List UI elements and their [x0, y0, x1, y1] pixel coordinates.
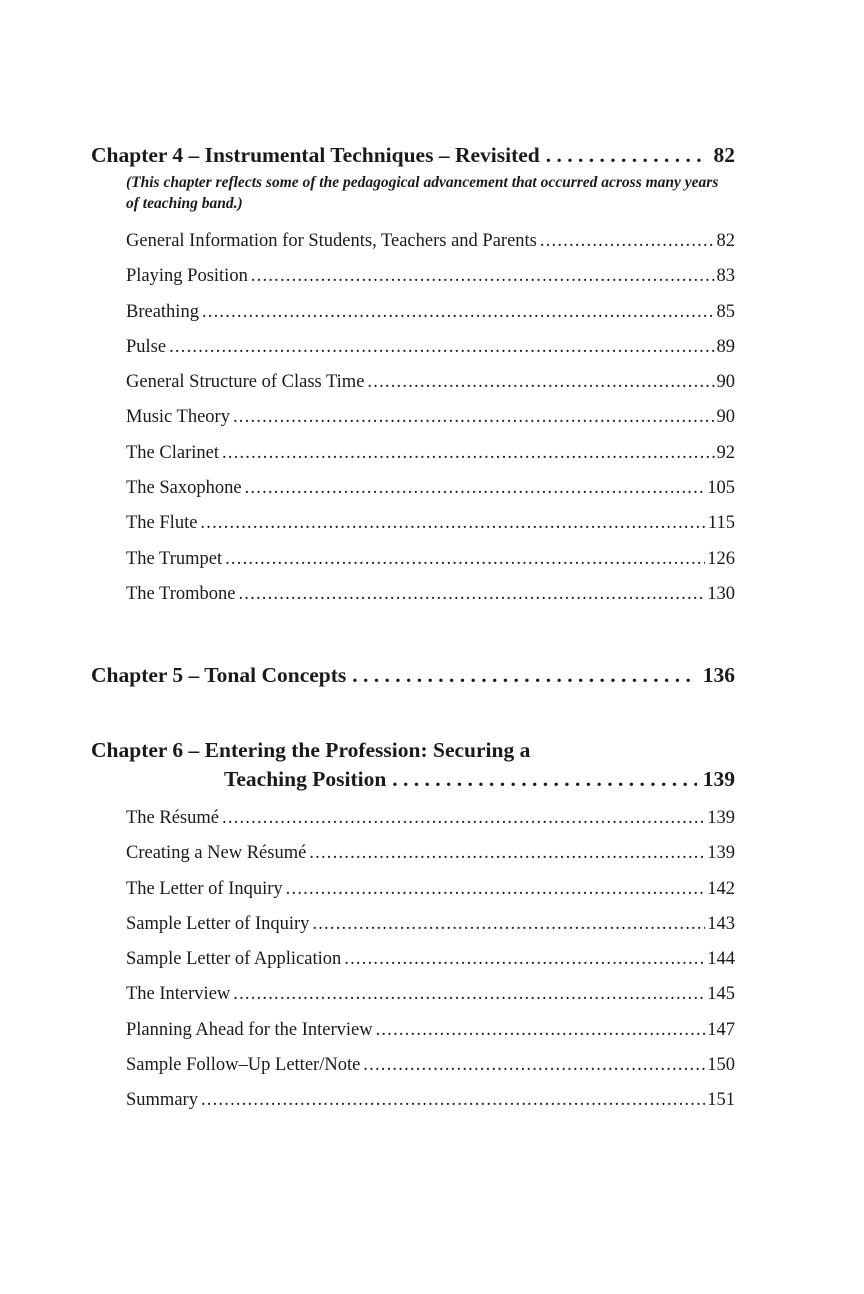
dot-leader [312, 914, 705, 935]
chapter-6-entries [126, 808, 735, 1126]
dot-leader [245, 478, 706, 499]
toc-entry [126, 1090, 735, 1125]
dot-leader [222, 443, 715, 464]
toc-entry [126, 337, 735, 372]
entry-page: 139 [707, 808, 735, 828]
dot-leader [392, 765, 696, 793]
toc-entry [126, 808, 735, 843]
dot-leader [546, 141, 708, 169]
entry-label: Breathing [126, 301, 199, 322]
dot-leader [344, 949, 705, 970]
dot-leader [222, 808, 705, 829]
dot-leader [169, 337, 714, 358]
dot-leader [200, 513, 706, 534]
entry-page: 90 [716, 407, 735, 428]
toc-entry [126, 984, 735, 1019]
chapter-6-heading-line2 [224, 765, 735, 793]
dot-leader [540, 231, 715, 252]
entry-label: Sample Follow–Up Letter/Note [126, 1055, 361, 1076]
chapter-6-heading-line1: Chapter 6 – Entering the Profession: Securing a [91, 738, 531, 762]
toc-entry [126, 407, 735, 442]
dot-leader [352, 661, 696, 689]
entry-page: 89 [716, 336, 735, 357]
entry-page: 142 [707, 878, 735, 899]
entry-label: Sample Letter of Inquiry [126, 913, 310, 934]
chapter-4-note: (This chapter reflects some of the pedagogical advancement that occurred across many years of teaching band.) [126, 174, 719, 212]
entry-label: The Saxophone [126, 478, 242, 499]
toc-entry [126, 843, 735, 878]
entry-label: General Information for Students, Teachers and Parents [126, 231, 537, 251]
dot-leader [238, 584, 705, 605]
entry-page: 143 [707, 913, 735, 934]
entry-label: Planning Ahead for the Interview [126, 1019, 373, 1040]
entry-label: The Letter of Inquiry [126, 878, 283, 899]
entry-page: 144 [707, 949, 735, 970]
chapter-title: Chapter 5 – Tonal Concepts [91, 663, 347, 687]
chapter-title: Chapter 4 – Instrumental Techniques – Revisited [91, 143, 540, 167]
entry-page: 150 [707, 1055, 735, 1076]
entry-label: Summary [126, 1090, 198, 1111]
dot-leader [201, 1090, 705, 1111]
dot-leader [376, 1020, 706, 1041]
entry-page: 151 [707, 1090, 735, 1111]
entry-page: 126 [707, 548, 735, 569]
dot-leader [225, 549, 705, 570]
toc-entry [126, 302, 735, 337]
toc-entry [126, 478, 735, 513]
toc-entry [126, 914, 735, 949]
entry-label: Music Theory [126, 407, 230, 428]
entry-page: 115 [707, 513, 735, 534]
dot-leader [202, 302, 715, 323]
dot-leader [309, 843, 705, 864]
toc-entry [126, 949, 735, 984]
dot-leader [286, 879, 706, 900]
entry-label: General Structure of Class Time [126, 372, 365, 393]
entry-page: 145 [707, 984, 735, 1005]
chapter-4-entries [126, 231, 735, 619]
toc-entry [126, 584, 735, 619]
entry-label: The Interview [126, 984, 231, 1005]
entry-page: 82 [716, 231, 735, 251]
entry-label: Playing Position [126, 266, 248, 287]
dot-leader [363, 1055, 705, 1076]
chapter-4-heading [91, 141, 735, 169]
dot-leader [233, 984, 705, 1005]
dot-leader [251, 266, 715, 287]
entry-label: Pulse [126, 336, 167, 357]
chapter-5-heading [91, 661, 735, 689]
chapter-page-number: 139 [702, 767, 735, 791]
entry-page: 90 [716, 372, 735, 393]
toc-entry [126, 266, 735, 301]
entry-page: 85 [716, 301, 735, 322]
toc-entry [126, 372, 735, 407]
chapter-page-number: 136 [702, 663, 735, 687]
toc-entry [126, 513, 735, 548]
toc-entry [126, 879, 735, 914]
entry-label: The Trumpet [126, 548, 223, 569]
toc-entry [126, 1020, 735, 1055]
entry-page: 130 [707, 583, 735, 604]
entry-page: 83 [716, 266, 735, 287]
dot-leader [367, 372, 714, 393]
entry-label: The Flute [126, 513, 198, 534]
chapter-page-number: 82 [713, 143, 735, 167]
entry-page: 147 [707, 1019, 735, 1040]
entry-label: The Trombone [126, 583, 236, 604]
toc-entry [126, 231, 735, 266]
entry-label: The Résumé [126, 808, 219, 828]
toc-entry [126, 1055, 735, 1090]
dot-leader [233, 407, 715, 428]
entry-label: The Clarinet [126, 442, 219, 463]
entry-label: Sample Letter of Application [126, 949, 342, 970]
toc-entry [126, 443, 735, 478]
chapter-title: Teaching Position [224, 767, 387, 791]
entry-label: Creating a New Résumé [126, 843, 307, 864]
toc-entry [126, 549, 735, 584]
entry-page: 105 [707, 478, 735, 499]
entry-page: 139 [707, 843, 735, 864]
entry-page: 92 [716, 442, 735, 463]
